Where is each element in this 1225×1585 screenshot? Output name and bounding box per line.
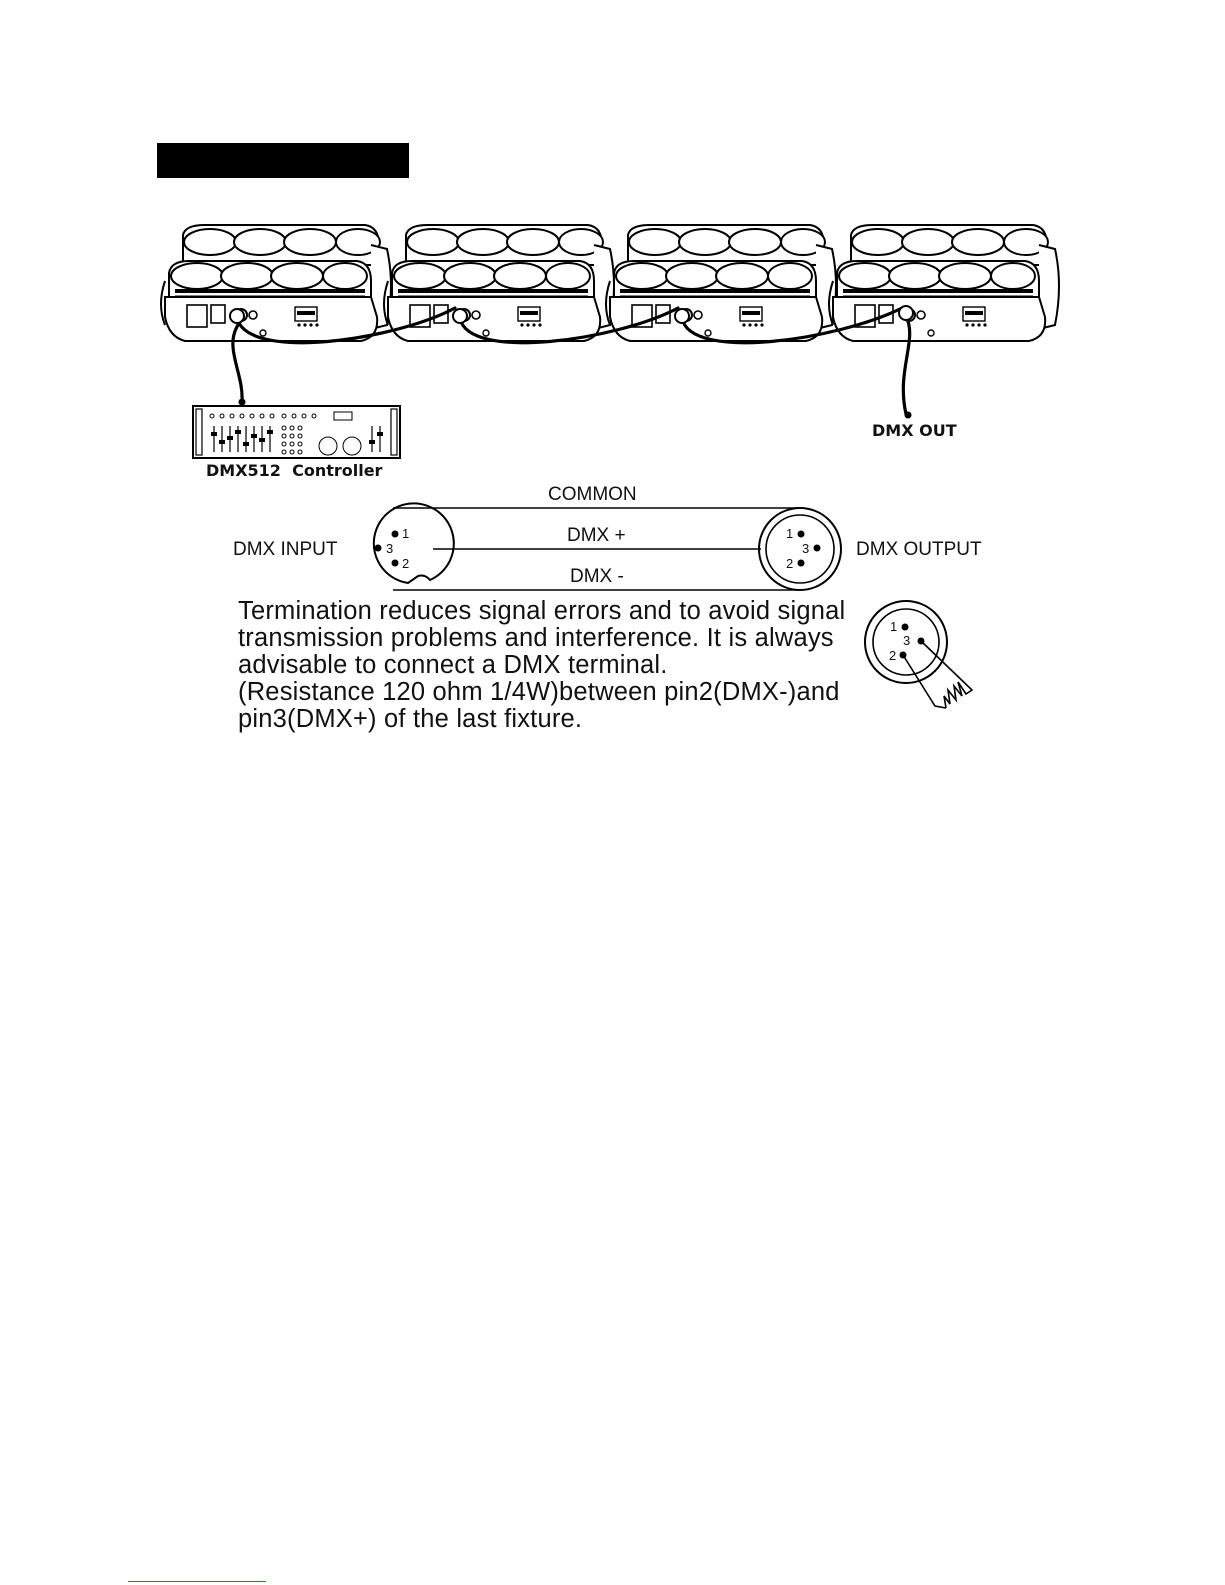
dmx-plus-label: DMX + [567,525,626,546]
dmx-minus-label: DMX - [570,566,624,587]
input-pin-2: 2 [402,556,410,571]
input-pin-3: 3 [386,541,394,556]
dmx-output-label: DMX OUTPUT [856,539,982,560]
terminator-pin-3: 3 [903,633,911,648]
output-pin-2: 2 [786,556,794,571]
terminator-connector [865,601,972,708]
termination-note [238,598,878,733]
note-line: transmission problems and interference. It is always [238,624,834,652]
common-label: COMMON [548,484,637,505]
note-line: (Resistance 120 ohm 1/4W)between pin2(DMX-)and [238,678,840,706]
dmx-out-label: DMX OUT [872,421,957,440]
terminator-pin-1: 1 [890,619,898,634]
moving-head-fixture-1 [161,225,391,341]
dmx-input-label: DMX INPUT [233,539,338,560]
controller-label: DMX512 Controller [206,461,383,480]
output-pin-3: 3 [802,541,810,556]
dmx512-controller [193,406,400,458]
input-pin-1: 1 [402,526,410,541]
note-line: advisable to connect a DMX terminal. [238,651,668,679]
footer-underline [128,1581,266,1582]
note-line: Termination reduces signal errors and to avoid signal [238,597,846,625]
note-line: pin3(DMX+) of the last fixture. [238,705,583,733]
output-pin-1: 1 [786,526,794,541]
terminator-pin-2: 2 [889,648,897,663]
xlr-output-connector [759,508,841,590]
